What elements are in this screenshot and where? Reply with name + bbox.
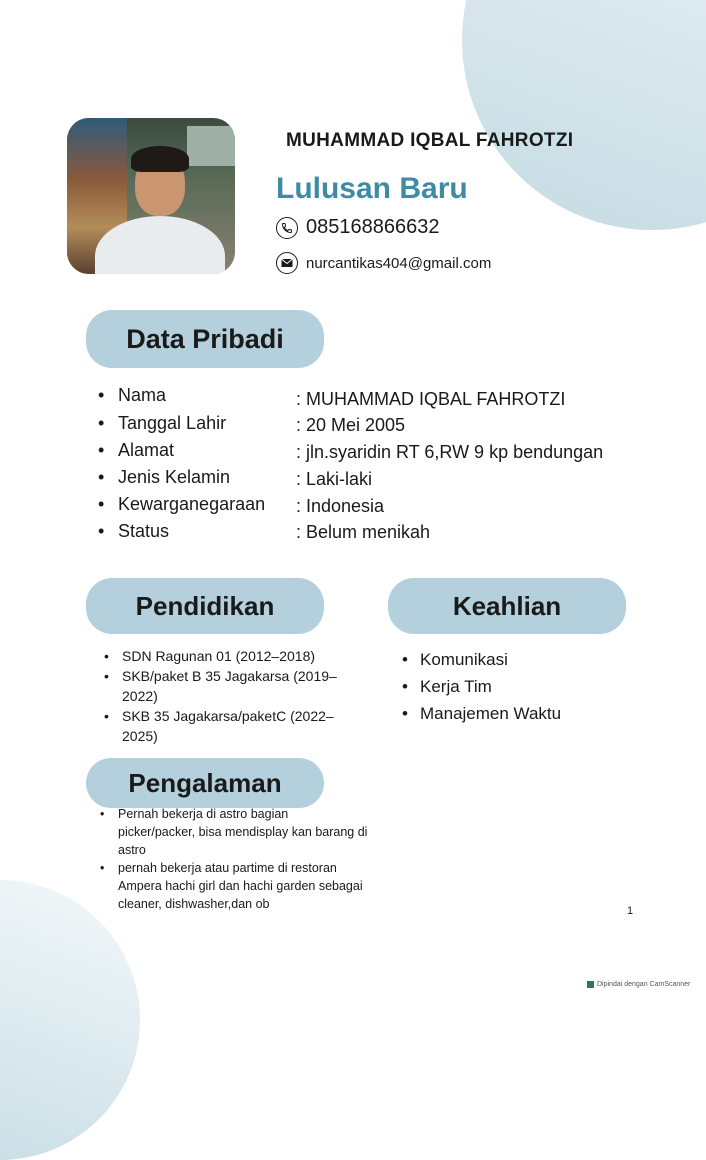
phone-icon bbox=[276, 217, 298, 239]
personal-value: : jln.syaridin RT 6,RW 9 kp bendungan bbox=[296, 442, 604, 462]
personal-label: Jenis Kelamin bbox=[118, 467, 231, 487]
email-address: nurcantikas404@gmail.com bbox=[306, 254, 492, 272]
personal-value: : Indonesia bbox=[296, 496, 385, 516]
decorative-circle-top-right bbox=[462, 0, 706, 230]
phone-contact bbox=[276, 216, 439, 239]
candidate-role: Lulusan Baru bbox=[276, 172, 468, 205]
personal-label: Kewarganegaraan bbox=[118, 494, 266, 514]
scanner-text: Dipindai dengan CamScanner bbox=[597, 981, 691, 988]
list-item: • SDN Ragunan 01 (2012–2018) bbox=[102, 646, 342, 666]
list-item: • pernah bekerja atau partime di restoran Ampera hachi girl dan hachi garden sebagai cleaner, dishwasher,dan ob bbox=[98, 859, 368, 913]
personal-label: Tanggal Lahir bbox=[118, 413, 227, 433]
decorative-circle-bottom-left bbox=[0, 880, 140, 1160]
mail-icon bbox=[276, 252, 298, 274]
section-title-keahlian: Keahlian bbox=[388, 578, 626, 634]
experience-list bbox=[98, 805, 368, 913]
education-list bbox=[102, 646, 342, 746]
section-title-pendidikan: Pendidikan bbox=[86, 578, 324, 634]
email-contact bbox=[276, 252, 491, 274]
personal-value: : 20 Mei 2005 bbox=[296, 415, 406, 435]
skills-list bbox=[400, 646, 640, 727]
list-item: • Kerja Tim bbox=[400, 673, 640, 700]
personal-label: Alamat bbox=[118, 440, 175, 460]
personal-value: : Belum menikah bbox=[296, 522, 431, 542]
profile-photo bbox=[67, 118, 235, 274]
section-title-pengalaman: Pengalaman bbox=[86, 758, 324, 808]
camscanner-icon bbox=[587, 981, 594, 988]
list-item: • SKB 35 Jagakarsa/paketC (2022–2025) bbox=[102, 706, 342, 746]
list-item: • SKB/paket B 35 Jagakarsa (2019–2022) bbox=[102, 666, 342, 706]
page-number: 1 bbox=[627, 905, 634, 917]
phone-number: 085168866632 bbox=[306, 216, 440, 238]
personal-label: Nama bbox=[118, 385, 167, 405]
list-item: • Manajemen Waktu bbox=[400, 700, 640, 727]
list-item: • Komunikasi bbox=[400, 646, 640, 673]
personal-value: : MUHAMMAD IQBAL FAHROTZI bbox=[296, 389, 566, 409]
section-title-data-pribadi: Data Pribadi bbox=[86, 310, 324, 368]
candidate-name: MUHAMMAD IQBAL FAHROTZI bbox=[286, 130, 574, 151]
list-item: • Pernah bekerja di astro bagian picker/packer, bisa mendisplay kan barang di astro bbox=[98, 805, 368, 859]
scanner-watermark bbox=[587, 981, 690, 988]
personal-label: Status bbox=[118, 521, 170, 541]
personal-value: : Laki-laki bbox=[296, 469, 373, 489]
